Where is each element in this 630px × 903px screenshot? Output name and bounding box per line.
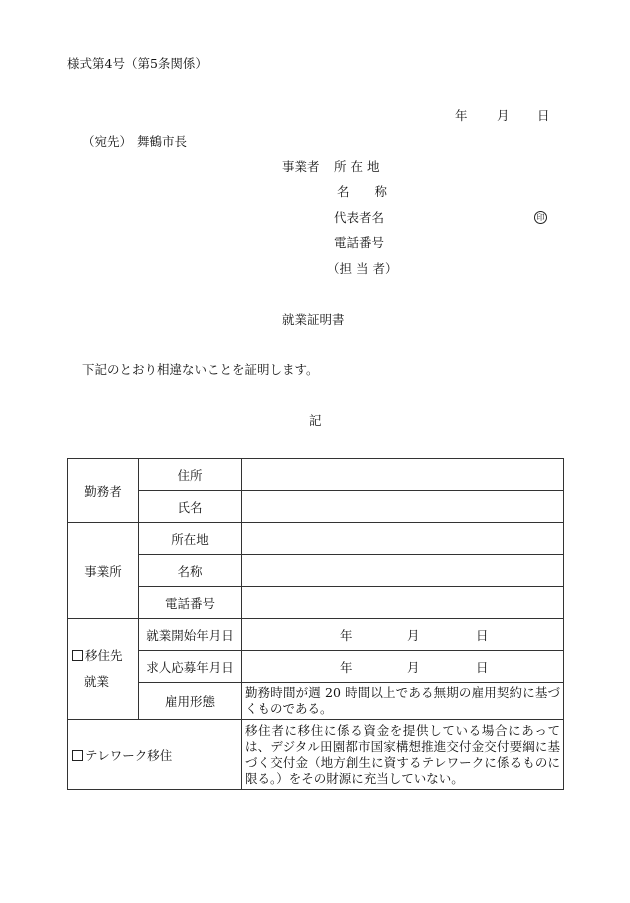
- employer-name-label: 名 称: [337, 184, 388, 199]
- statement-text: 下記のとおり相違ないことを証明します。: [82, 362, 319, 377]
- employer-address-label: 所 在 地: [334, 159, 380, 174]
- worker-address-label: 住所: [139, 459, 242, 491]
- relocation-employment-header: [68, 619, 139, 720]
- employer-section-label: 事業者: [282, 159, 320, 174]
- table-row: [68, 683, 564, 720]
- apply-year: 年: [340, 659, 353, 675]
- table-row: [68, 555, 564, 587]
- apply-date-label: 求人応募年月日: [139, 651, 242, 683]
- form-number: 様式第4号（第5条関係）: [67, 56, 208, 71]
- table-row: [68, 491, 564, 523]
- relocation-checkbox[interactable]: [72, 650, 83, 661]
- office-name-field[interactable]: [242, 555, 564, 587]
- apply-day: 日: [476, 659, 489, 675]
- relocation-label-line1: 移住先: [85, 648, 123, 663]
- addressee-name: 舞鶴市長: [137, 134, 188, 149]
- table-row: [68, 619, 564, 651]
- date-month-label: 月: [497, 108, 510, 123]
- table-row: [68, 587, 564, 619]
- apply-month: 月: [407, 659, 420, 675]
- start-day: 日: [476, 627, 489, 643]
- start-month: 月: [407, 627, 420, 643]
- table-row: [68, 459, 564, 491]
- office-name-label: 名称: [139, 555, 242, 587]
- date-day-label: 日: [537, 108, 550, 123]
- telework-checkbox[interactable]: [72, 750, 83, 761]
- employment-type-text: 勤務時間が週 20 時間以上である無期の雇用契約に基づくものである。: [242, 683, 564, 720]
- worker-address-field[interactable]: [242, 459, 564, 491]
- worker-header: 勤務者: [68, 459, 139, 523]
- addressee-prefix: （宛先）: [82, 134, 133, 149]
- office-phone-field[interactable]: [242, 587, 564, 619]
- employer-rep-label: 代表者名: [334, 210, 385, 225]
- table-row: [68, 720, 564, 790]
- worker-name-label: 氏名: [139, 491, 242, 523]
- telework-text: 移住者に移住に係る資金を提供している場合にあっては、デジタル田園都市国家構想推進交付金交付要綱に基づく交付金（地方創生に資するテレワークに係るものに限る。）をその財源に充当していない。: [242, 720, 564, 790]
- office-location-field[interactable]: [242, 523, 564, 555]
- ki-heading: 記: [309, 413, 322, 428]
- telework-header: [68, 720, 242, 790]
- relocation-label-line2: 就業: [84, 674, 110, 689]
- start-year: 年: [340, 627, 353, 643]
- seal-mark: 印: [534, 208, 547, 224]
- table-row: [68, 651, 564, 683]
- apply-date-field[interactable]: [242, 651, 564, 683]
- office-phone-label: 電話番号: [139, 587, 242, 619]
- start-date-label: 就業開始年月日: [139, 619, 242, 651]
- start-date-field[interactable]: [242, 619, 564, 651]
- worker-name-field[interactable]: [242, 491, 564, 523]
- document-title: 就業証明書: [282, 312, 345, 327]
- telework-label: テレワーク移住: [85, 747, 173, 763]
- office-location-label: 所在地: [139, 523, 242, 555]
- table-row: [68, 523, 564, 555]
- date-year-label: 年: [455, 108, 468, 123]
- employer-phone-label: 電話番号: [334, 235, 385, 250]
- employer-contact-label: （担 当 者）: [327, 261, 398, 276]
- certificate-table: [67, 458, 564, 790]
- office-header: 事業所: [68, 523, 139, 619]
- employment-type-label: 雇用形態: [139, 683, 242, 720]
